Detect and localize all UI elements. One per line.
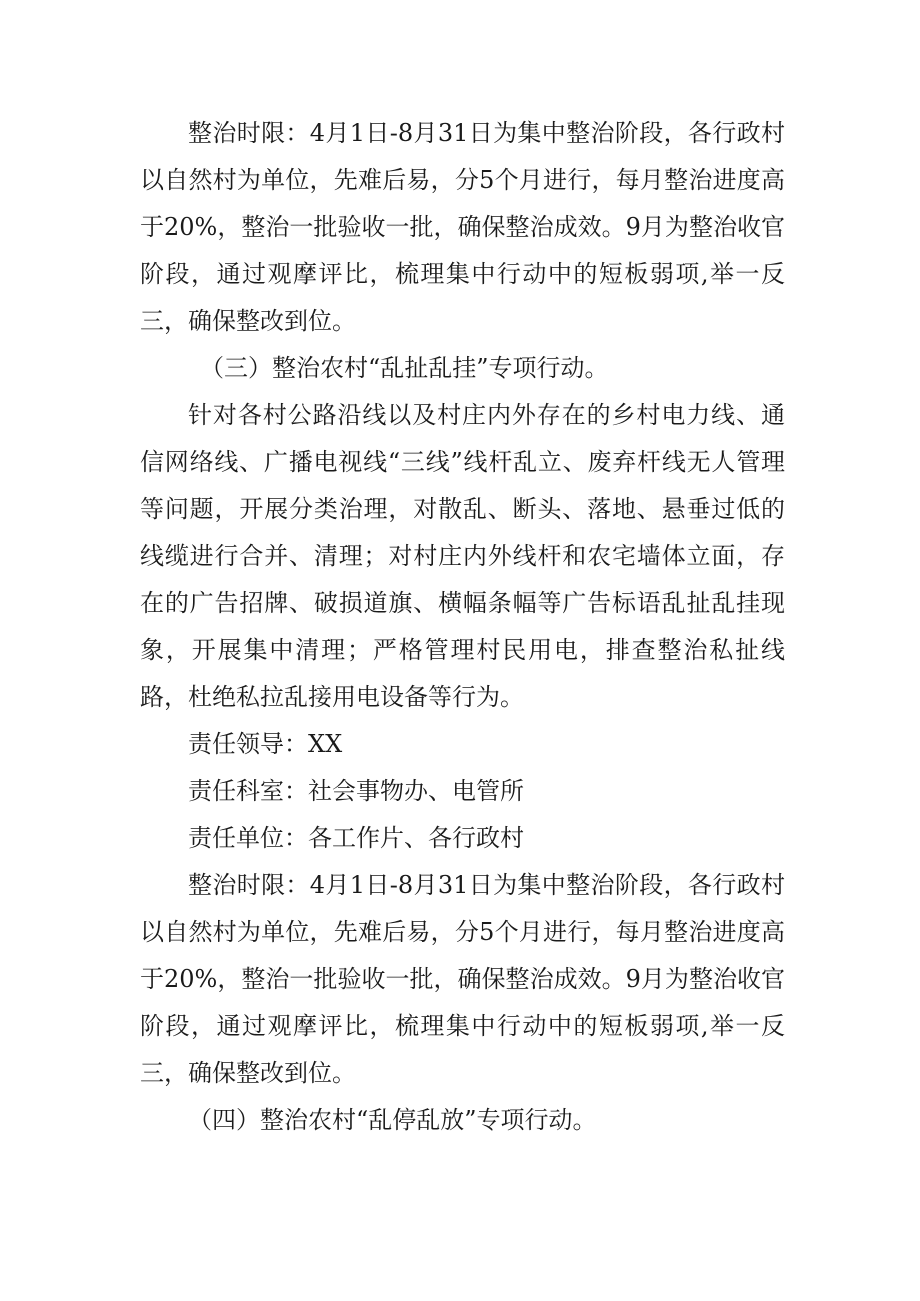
paragraph-deadline-2: 整治时限：4月1日-8月31日为集中整治阶段，各行政村以自然村为单位，先难后易，分5个月进行，每月整治进度高于20%，整治一批验收一批，确保整治成效。9月为整治收官阶段，通过观摩评比，梳理集中行动中的短板弱项,举一反三，确保整改到位。 [140, 871, 785, 1087]
responsible-unit: 责任单位：各工作片、各行政村 [188, 824, 524, 852]
section-heading-3: （三）整治农村“乱扯乱挂”专项行动。 [200, 354, 609, 382]
paragraph-action-3: 针对各村公路沿线以及村庄内外存在的乡村电力线、通信网络线、广播电视线“三线”线杆乱立、废弃杆线无人管理等问题，开展分类治理，对散乱、断头、落地、悬垂过低的线缆进行合并、清理；对村庄内外线杆和农宅墙体立面，存在的广告招牌、破损道旗、横幅条幅等广告标语乱扯乱挂现象，开展集中清理；严格管理村民用电，排查整治私扯线路，杜绝私拉乱接用电设备等行为。 [140, 401, 785, 711]
document-body [140, 110, 785, 1144]
responsible-office: 责任科室：社会事物办、电管所 [188, 777, 524, 805]
section-heading-4: （四）整治农村“乱停乱放”专项行动。 [188, 1106, 597, 1134]
paragraph-deadline-1: 整治时限：4月1日-8月31日为集中整治阶段，各行政村以自然村为单位，先难后易，分5个月进行，每月整治进度高于20%，整治一批验收一批，确保整治成效。9月为整治收官阶段，通过观摩评比，梳理集中行动中的短板弱项,举一反三，确保整改到位。 [140, 119, 785, 335]
responsible-leader: 责任领导：XX [188, 730, 343, 758]
